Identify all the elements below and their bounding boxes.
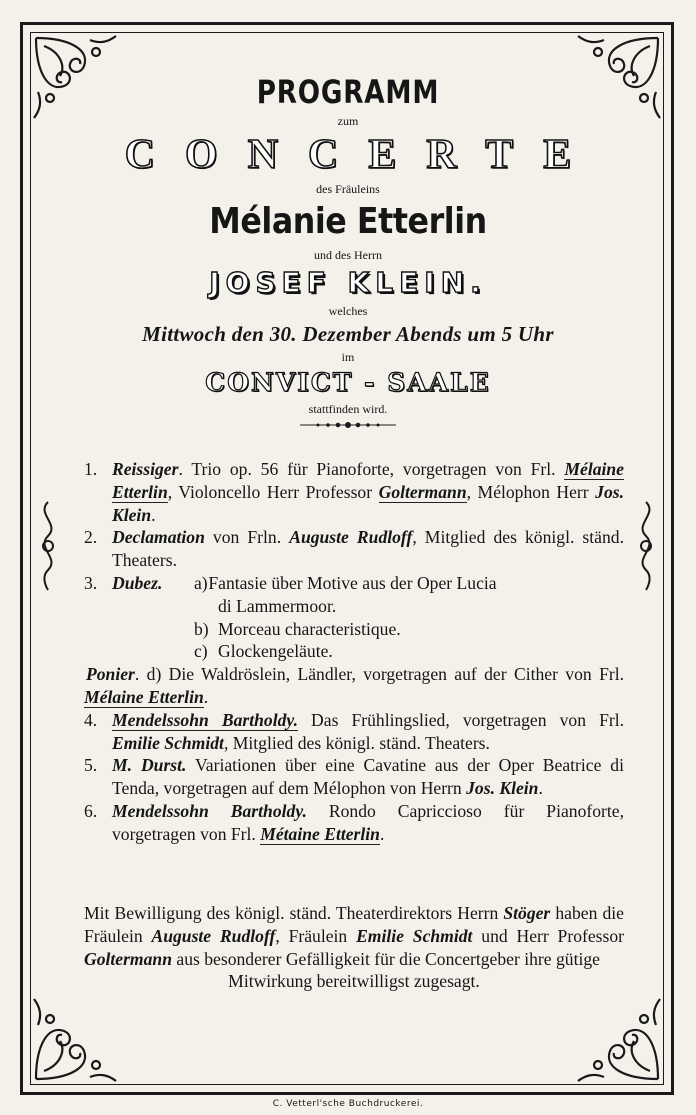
item-number: 5. [84,755,98,776]
item-number: 6. [84,800,98,821]
closing-text: , Fräulein [275,925,357,946]
side-ornament-right [632,500,660,592]
corner-ornament-bottom-right [572,993,664,1085]
closing-text: Mit Bewilligung des königl. ständ. Theaterdirektors Herrn [84,903,504,923]
item-text: . d) Die Waldröslein, Ländler, vorgetragen auf der Cither von Frl. [134,664,624,685]
performer: Mélaine Etterlin [84,686,204,707]
sub-letter: c) [194,641,208,662]
performer-melanie-etterlin: Mélanie Etterlin [209,201,487,242]
sub-text-cont: di Lammermoor. [218,595,337,616]
programme-item-1 [84,458,624,526]
closing-text: und Herr Professor [472,925,625,946]
item-number: 2. [84,527,98,548]
text-zum: zum [337,114,359,128]
text-des-frauleins: des Fräuleins [316,182,380,196]
ornamental-divider [70,418,626,436]
composer: Declamation [112,527,205,548]
composer: Mendelssohn Bartholdy. [112,709,298,730]
item-text: , Mitglied des königl. ständ. Theaters. [112,527,624,571]
item-text: Variationen über eine Cavatine aus der Oper Beatrice di Tenda, vorgetragen auf dem Mélophon von Herrn [112,755,624,799]
sub-text: Morceau characteristique. [218,618,401,639]
performer: Métaine Etterlin [260,823,380,844]
programme-item-3d [84,663,624,709]
item-text: . [203,686,209,707]
venue-convict-saale: CONVICT - SAALE [205,368,491,397]
closing-last-line: Mitwirkung bereitwilligst zugesagt. [228,971,480,992]
item-text: . [379,823,385,844]
sub-text: Glockengeläute. [218,641,333,662]
item-number: 1. [84,459,98,479]
programme-list [84,458,624,846]
item-number: 3. [84,572,98,593]
programme-item-4 [84,709,624,755]
sub-item-b [112,618,624,641]
sub-item-d [84,663,624,709]
person-name: Emilie Schmidt [356,925,473,946]
composer: Mendelssohn Bartholdy. [112,800,307,821]
person-name: Goltermann [84,948,172,969]
text-im: im [341,350,355,364]
performer-josef-klein: JOSEF KLEIN. [209,266,487,299]
item-text: , Violoncello Herr Professor [167,481,379,502]
performer: Emilie Schmidt [112,732,224,753]
sub-item-a [112,572,624,595]
programme-item-2 [84,526,624,572]
text-stattfinden: stattfinden wird. [308,402,388,416]
text-und-des-herrn: und des Herrn [314,248,382,262]
programme-item-5 [84,754,624,800]
item-text: Rondo Capriccioso für Pianoforte, vorgetragen von Frl. [112,800,624,844]
item-text: . [538,778,543,799]
person-name: Stöger [503,903,551,923]
performer: Jos. Klein [466,778,539,799]
person-name: Auguste Rudloff [151,925,276,946]
programme-item-6 [84,800,624,846]
performer: Jos. Klein [112,481,625,525]
title-concerte: CONCERTE [124,132,602,178]
printer-imprint: C. Vetterl'sche Buchdruckerei. [272,1099,424,1109]
item-text: . Trio op. 56 für Pianoforte, vorgetragen von Frl. [178,459,565,479]
performer: Goltermann [378,481,467,502]
closing-text: haben die Fräulein [84,903,624,946]
programme-item-3 [84,572,624,663]
item-text: , Mélophon Herr [466,481,596,502]
title-programm: PROGRAMM [256,73,440,111]
composer: Ponier [86,664,135,685]
item-text: Das Frühlingslied, vorgetragen von Frl. [297,709,625,730]
item-text: , Mitglied des königl. ständ. Theaters. [223,732,490,753]
composer: Reissiger [112,459,179,479]
header-block [70,70,626,436]
concert-date: Mittwoch den 30. Dezember Abends um 5 Uhr [142,322,554,346]
performer: Auguste Rudloff [289,527,413,548]
item-text: . [151,504,156,525]
text-welches: welches [328,304,368,318]
composer: Dubez. [112,572,163,593]
composer: M. Durst. [112,755,187,776]
closing-text: aus besonderer Gefälligkeit für die Concertgeber ihre gütige [172,948,600,969]
corner-ornament-bottom-left [30,993,122,1085]
sub-text: Fantasie über Motive aus der Oper Lucia [208,572,497,593]
sub-item-c [112,640,624,663]
item-text: von Frln. [204,527,290,548]
item-number: 4. [84,709,98,730]
closing-paragraph [84,902,624,993]
sub-letter: b) [194,618,209,639]
side-ornament-left [34,500,62,592]
performer: Mélaine Etterlin [112,459,624,502]
sub-letter: a) [194,572,208,593]
